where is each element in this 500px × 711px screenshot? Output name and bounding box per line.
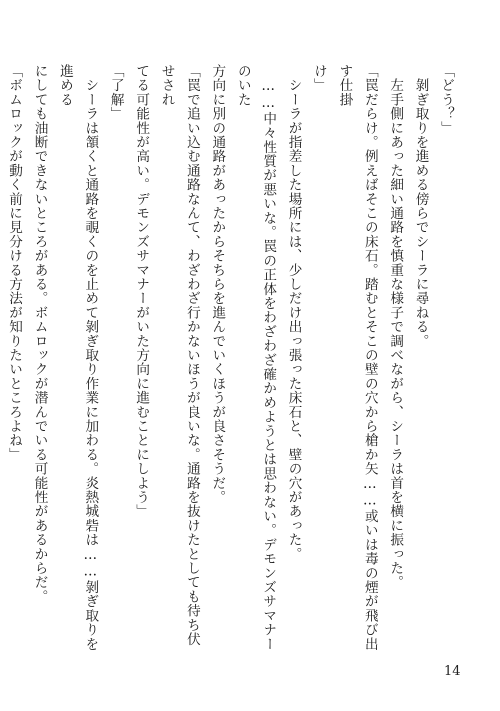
text-line: け」	[310, 64, 327, 93]
page-number: 14	[444, 664, 461, 679]
text-line: 「罠で追い込む通路なんて、わざわざ行かないほうが良いな。通路を抜けたとしても待ち伏せされ	[158, 64, 200, 647]
text-line: 「どう？」	[438, 64, 454, 135]
body-text	[6, 64, 458, 656]
text-line: てる可能性が高い。デモンズサマナーがいた方向に進むことにしよう」	[133, 64, 150, 519]
text-line: 「了解」	[107, 64, 124, 121]
text-line: シーラは頷くと通路を覗くのを止めて剝ぎ取り作業に加わる。炎熱城砦は……剝ぎ取りを進める	[56, 64, 99, 651]
text-line: 「ボムロックが動く前に見分ける方法が知りたいところよね」	[6, 64, 23, 462]
text-line: 「罠だらけ。例えばそこの床石。踏むとそこの壁の穴から槍か矢……或いは毒の煙が飛び出す仕掛	[336, 64, 378, 651]
text-line	[0, 64, 1, 656]
text-line: ……中々性質が悪いな。罠の正体をわざわざ確かめようとは思わない。デモンズサマナーのいた	[234, 64, 277, 651]
text-line: 左手側にあった細い通路を慎重な様子で調べながら、シーラは首を横に振った。	[387, 64, 404, 590]
text-line: にしても油断できないところがある。ボムロックが潜んでいる可能性があるからだ。	[31, 64, 48, 604]
text-line: 剝ぎ取りを進める傍らでシーラに尋ねる。	[412, 64, 429, 348]
text-line: 方向に別の通路があったからそちらを進んでいくほうが良さそうだ。	[209, 64, 226, 505]
text-line: シーラが指差した場所には、少しだけ出っ張った床石と、壁の穴があった。	[285, 64, 302, 561]
